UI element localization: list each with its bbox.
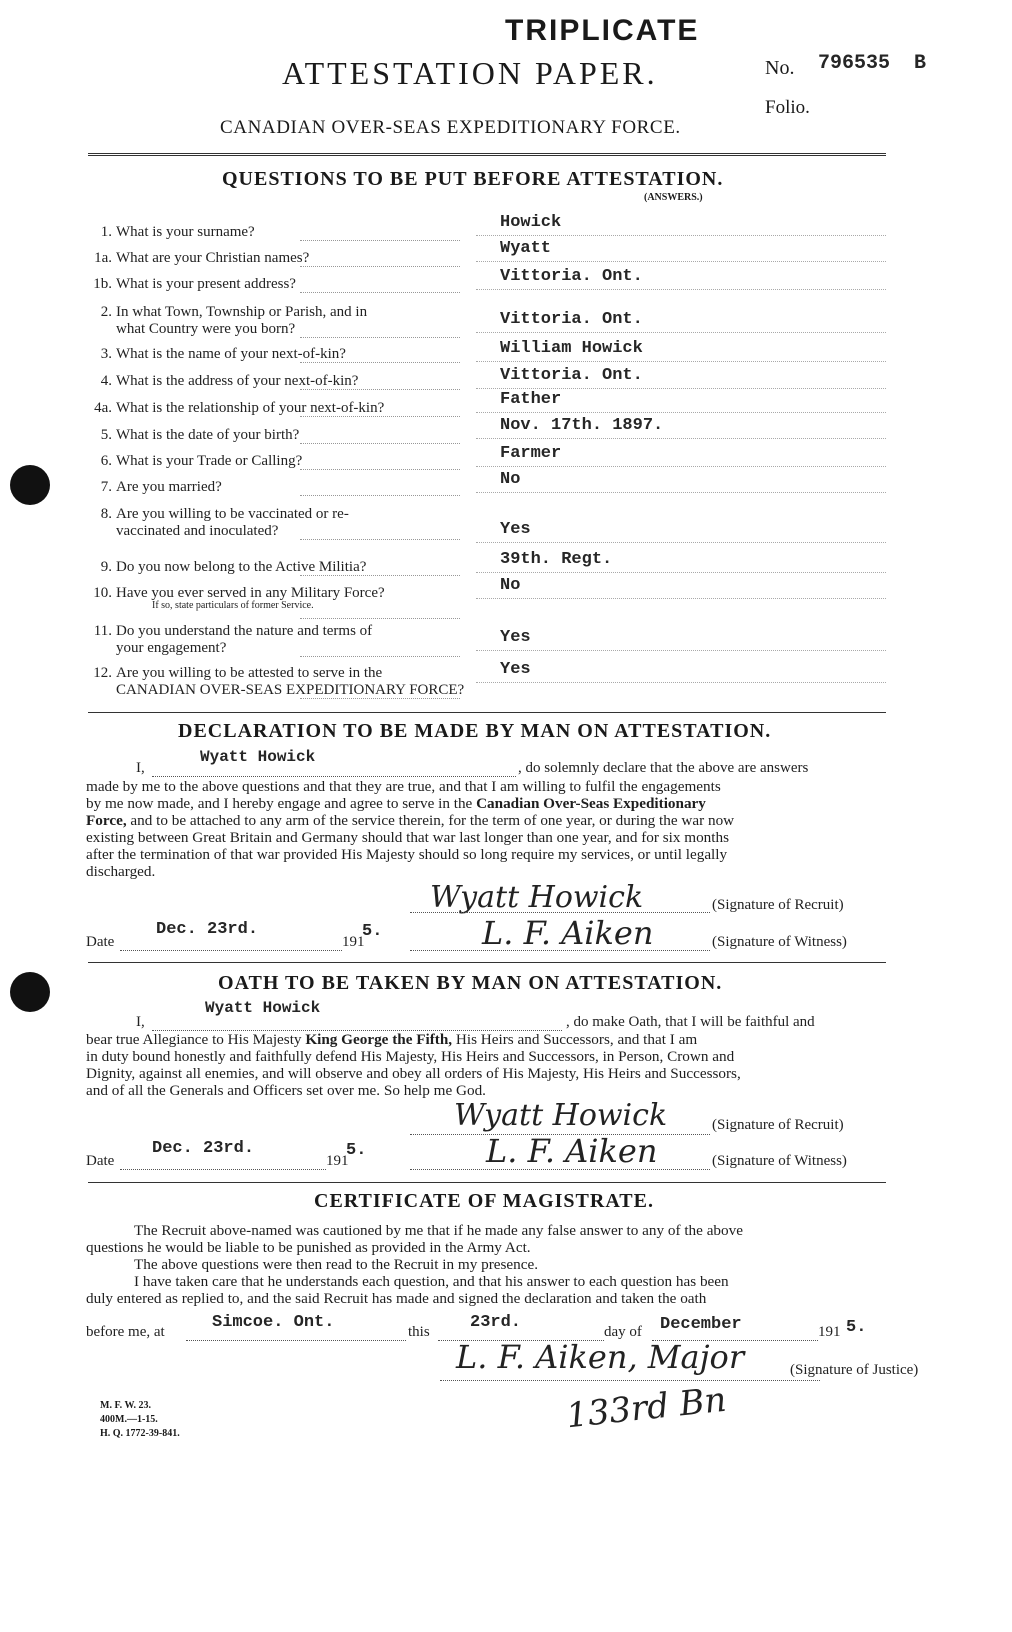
punch-hole-top: [10, 465, 50, 505]
question-leader: [300, 292, 460, 293]
question-number: 6.: [100, 453, 112, 469]
question-text-continued: what Country were you born?: [116, 321, 296, 337]
declaration-year-suffix: 5.: [362, 922, 383, 941]
declaration-line3-bold: Canadian Over-Seas Expeditionary: [476, 795, 706, 812]
questions-heading: QUESTIONS TO BE PUT BEFORE ATTESTATION.: [222, 168, 724, 190]
answer-value: Yes: [500, 660, 531, 679]
regimental-number-suffix: B: [914, 52, 927, 75]
oath-line2-bold: King George the Fifth,: [305, 1031, 453, 1048]
answer-value: Howick: [500, 213, 562, 232]
question-text-continued: vaccinated and inoculated?: [116, 523, 279, 539]
question-text-continued: your engagement?: [116, 640, 227, 656]
declaration-line6: after the termination of that war provided His Majesty should so long require my services, or until legally: [86, 846, 728, 863]
question-text: Are you willing to be vaccinated or re-: [116, 506, 349, 522]
certificate-place-line: [186, 1340, 406, 1341]
answer-line: [476, 289, 886, 290]
question-leader: [300, 266, 460, 267]
declaration-witness-sig-line: [410, 950, 710, 951]
oath-recruit-signature: Wyatt Howick: [454, 1098, 668, 1133]
answer-value: Father: [500, 390, 562, 409]
certificate-year-suffix: 5.: [846, 1318, 867, 1337]
question-number: 7.: [100, 479, 112, 495]
answer-value: Vittoria. Ont.: [500, 267, 643, 286]
oath-line3: in duty bound honestly and faithfully defend His Majesty, His Heirs and Successors, in Person, Crown and: [86, 1048, 735, 1065]
answer-value: Wyatt: [500, 239, 552, 258]
question-number: 1a.: [94, 250, 112, 266]
question-leader: [300, 362, 460, 363]
question-text: What is the date of your birth?: [116, 427, 300, 443]
question-text: In what Town, Township or Parish, and in: [116, 304, 368, 320]
declaration-recruit-sig-line: [410, 912, 710, 913]
question-leader: [300, 656, 460, 657]
oath-line2: [86, 1031, 886, 1048]
declaration-name: Wyatt Howick: [200, 748, 316, 766]
question-number: 8.: [100, 506, 112, 522]
answer-value: Yes: [500, 520, 531, 539]
question-text: What is the relationship of your next-of-kin?: [116, 400, 385, 416]
question-text: Are you married?: [116, 479, 222, 495]
question-number: 4a.: [94, 400, 112, 416]
certificate-p1b: questions he would be liable to be punished as provided in the Army Act.: [86, 1239, 531, 1256]
question-leader: [300, 443, 460, 444]
punch-hole-bottom: [10, 972, 50, 1012]
oath-witness-signature: L. F. Aiken: [486, 1132, 658, 1170]
answer-line: [476, 361, 886, 362]
question-text: Have you ever served in any Military Force?: [116, 585, 385, 601]
answer-line: [476, 598, 886, 599]
question-text-continued: CANADIAN OVER-SEAS EXPEDITIONARY FORCE?: [116, 682, 465, 698]
question-number: 1.: [100, 224, 112, 240]
question-text: What is the name of your next-of-kin?: [116, 346, 346, 362]
answer-line: [476, 466, 886, 467]
question-text: What is your surname?: [116, 224, 255, 240]
question-text: Do you understand the nature and terms of: [116, 623, 373, 639]
triplicate-stamp: TRIPLICATE: [505, 14, 700, 47]
question-text: What are your Christian names?: [116, 250, 310, 266]
answer-line: [476, 235, 886, 236]
answer-line: [476, 572, 886, 573]
declaration-line5: existing between Great Britain and Germany should that war last longer than one year, and for six months: [86, 829, 729, 846]
form-code-1: M. F. W. 23.: [100, 1400, 152, 1411]
declaration-line4-bold: Force,: [86, 812, 127, 829]
answer-value: Farmer: [500, 444, 562, 463]
oath-line2a: bear true Allegiance to His Majesty: [86, 1031, 302, 1048]
header-rule: [88, 153, 886, 156]
answer-line: [476, 542, 886, 543]
justice-sig-line: [440, 1380, 820, 1381]
answer-value: Vittoria. Ont.: [500, 310, 643, 329]
declaration-rule: [88, 712, 886, 713]
declaration-body: [86, 778, 886, 880]
declaration-line1: , do solemnly declare that the above are answers: [518, 760, 809, 776]
oath-date-label: Date: [86, 1153, 115, 1169]
answer-line: [476, 438, 886, 439]
certificate-day: 23rd.: [470, 1313, 522, 1332]
question-number: 5.: [100, 427, 112, 443]
declaration-witness-signature: L. F. Aiken: [482, 914, 654, 952]
number-label: No.: [765, 57, 795, 79]
force-name: CANADIAN OVER-SEAS EXPEDITIONARY FORCE.: [220, 117, 681, 138]
declaration-i: I,: [136, 760, 145, 776]
declaration-line2: made by me to the above questions and that they are true, and that I am willing to fulfil the engagements: [86, 778, 721, 795]
answer-value: Nov. 17th. 1897.: [500, 416, 664, 435]
question-text-continued: If so, state particulars of former Service.: [152, 600, 314, 611]
question-text: Do you now belong to the Active Militia?: [116, 559, 367, 575]
question-text: What is the address of your next-of-kin?: [116, 373, 359, 389]
question-number: 2.: [100, 304, 112, 320]
oath-line2b: His Heirs and Successors, and that I am: [455, 1031, 698, 1048]
declaration-name-line: [152, 776, 516, 777]
oath-witness-sig-line: [410, 1169, 710, 1170]
oath-date-value: Dec. 23rd.: [152, 1139, 255, 1158]
declaration-heading: DECLARATION TO BE MADE BY MAN ON ATTESTATION.: [178, 720, 772, 742]
question-text: What is your Trade or Calling?: [116, 453, 303, 469]
question-number: 4.: [100, 373, 112, 389]
question-number: 1b.: [93, 276, 112, 292]
oath-witness-label: (Signature of Witness): [712, 1153, 847, 1169]
certificate-month: December: [660, 1315, 742, 1334]
justice-signature: L. F. Aiken, Major: [456, 1338, 745, 1376]
justice-label: (Signature of Justice): [790, 1362, 919, 1378]
certificate-p1a: The Recruit above-named was cautioned by me that if he made any false answer to any of the above: [134, 1222, 743, 1239]
oath-date-line: [120, 1169, 326, 1170]
question-text: What is your present address?: [116, 276, 296, 292]
question-leader: [300, 469, 460, 470]
question-leader: [300, 575, 460, 576]
answer-value: No: [500, 470, 521, 489]
declaration-year-prefix: 191: [342, 934, 365, 950]
question-leader: [300, 240, 460, 241]
question-number: 12.: [93, 665, 112, 681]
answer-line: [476, 261, 886, 262]
form-code-3: H. Q. 1772-39-841.: [100, 1428, 180, 1439]
question-leader: [300, 337, 460, 338]
declaration-date-line: [120, 950, 342, 951]
answer-value: William Howick: [500, 339, 643, 358]
certificate-rule: [88, 1182, 886, 1183]
certificate-p3b: duly entered as replied to, and the said Recruit has made and signed the declaration and taken the oath: [86, 1290, 707, 1307]
question-leader: [300, 698, 460, 699]
question-number: 9.: [100, 559, 112, 575]
question-leader: [300, 539, 460, 540]
folio-label: Folio.: [765, 97, 810, 118]
question-leader: [300, 495, 460, 496]
declaration-date-value: Dec. 23rd.: [156, 920, 259, 939]
answer-line: [476, 682, 886, 683]
oath-year-suffix: 5.: [346, 1141, 367, 1160]
certificate-this-label: this: [408, 1324, 430, 1340]
oath-i: I,: [136, 1014, 145, 1030]
question-leader: [300, 416, 460, 417]
answer-line: [476, 412, 886, 413]
certificate-year-prefix: 191: [818, 1324, 841, 1340]
answer-line: [476, 650, 886, 651]
unit-note: 133rd Bn: [564, 1379, 729, 1437]
answer-line: [476, 388, 886, 389]
oath-line1: , do make Oath, that I will be faithful and: [566, 1014, 815, 1030]
certificate-heading: CERTIFICATE OF MAGISTRATE.: [314, 1190, 654, 1212]
declaration-line4: [86, 812, 886, 829]
question-number: 10.: [93, 585, 112, 601]
certificate-p2: The above questions were then read to the Recruit in my presence.: [134, 1256, 539, 1273]
oath-name: Wyatt Howick: [205, 999, 321, 1017]
certificate-body: [86, 1222, 886, 1307]
declaration-recruit-label: (Signature of Recruit): [712, 897, 844, 913]
certificate-p3a: I have taken care that he understands each question, and that his answer to each question has been: [134, 1273, 729, 1290]
oath-heading: OATH TO BE TAKEN BY MAN ON ATTESTATION.: [218, 972, 723, 994]
declaration-date-label: Date: [86, 934, 115, 950]
question-leader: [300, 389, 460, 390]
declaration-line7: discharged.: [86, 863, 156, 880]
question-number: 3.: [100, 346, 112, 362]
oath-line5: and of all the Generals and Officers set over me. So help me God.: [86, 1082, 486, 1099]
certificate-dayof-label: day of: [604, 1324, 642, 1340]
question-text: Are you willing to be attested to serve in the: [116, 665, 383, 681]
declaration-line4-text: and to be attached to any arm of the service therein, for the term of one year, or during the war now: [130, 812, 735, 829]
document-title: ATTESTATION PAPER.: [282, 55, 658, 91]
answer-line: [476, 332, 886, 333]
certificate-place: Simcoe. Ont.: [212, 1313, 335, 1332]
answer-value: 39th. Regt.: [500, 550, 613, 569]
answer-value: Yes: [500, 628, 531, 647]
answer-value: Vittoria. Ont.: [500, 366, 643, 385]
oath-year-prefix: 191: [326, 1153, 349, 1169]
declaration-line3: [86, 795, 886, 812]
declaration-line3-text: by me now made, and I hereby engage and agree to serve in the: [86, 795, 473, 812]
oath-body: [86, 1031, 886, 1099]
answers-label: (ANSWERS.): [644, 192, 703, 203]
question-number: 11.: [93, 623, 112, 639]
answer-value: No: [500, 576, 521, 595]
question-leader: [300, 618, 460, 619]
regimental-number: 796535: [818, 52, 891, 75]
oath-recruit-label: (Signature of Recruit): [712, 1117, 844, 1133]
declaration-witness-label: (Signature of Witness): [712, 934, 847, 950]
answer-line: [476, 492, 886, 493]
declaration-recruit-signature: Wyatt Howick: [430, 880, 644, 915]
oath-rule: [88, 962, 886, 963]
form-code-2: 400M.—1-15.: [100, 1414, 158, 1425]
oath-line4: Dignity, against all enemies, and will observe and obey all orders of His Majesty, His Heirs and Successors,: [86, 1065, 741, 1082]
certificate-before-label: before me, at: [86, 1324, 165, 1340]
